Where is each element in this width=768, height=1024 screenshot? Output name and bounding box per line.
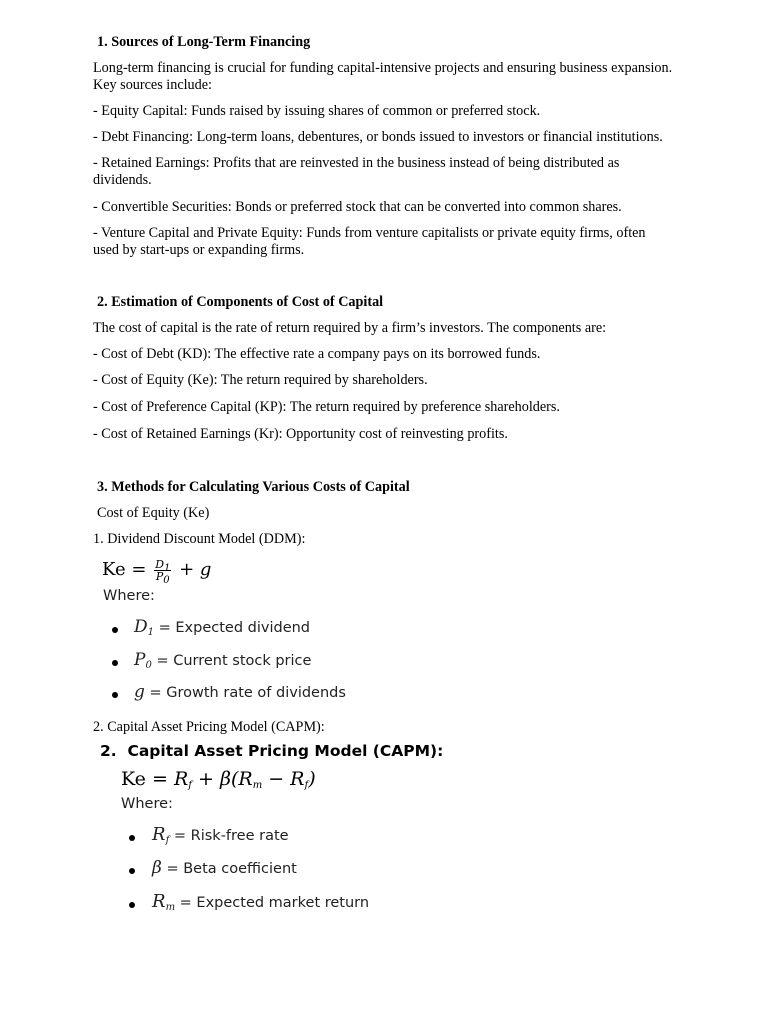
math-symbol: g <box>134 682 145 702</box>
definition-text: = Risk-free rate <box>173 828 289 844</box>
math-subscript: m <box>165 902 176 913</box>
ddm-formula-den-sub: 0 <box>163 574 170 586</box>
definition-text: = Current stock price <box>156 653 312 669</box>
section-2-heading: 2. Estimation of Components of Cost of Capital <box>97 294 384 310</box>
section-1-heading: 1. Sources of Long-Term Financing <box>97 34 311 50</box>
capm-formula-rf-sub: f <box>188 780 192 791</box>
definition-text: = Growth rate of dividends <box>149 685 346 701</box>
ddm-definition-item <box>134 619 310 637</box>
capm-definition-item <box>152 893 369 912</box>
section-1-item: - Retained Earnings: Profits that are reinvested in the business instead of being distributed as dividends. <box>93 155 620 188</box>
capm-formula-beta-term: + β(R <box>198 768 253 790</box>
capm-definition-item <box>152 860 297 878</box>
capm-formula-minus-term: − R <box>268 768 305 790</box>
ddm-formula-eq: = <box>131 559 147 580</box>
ddm-definition-item <box>134 684 346 702</box>
ddm-formula-num-sub: 1 <box>164 562 171 574</box>
capm-formula-rm-sub: m <box>252 780 263 791</box>
section-3-heading: 3. Methods for Calculating Various Costs of Capital <box>97 479 410 495</box>
capm-title: 2. Capital Asset Pricing Model (CAPM): <box>93 719 325 735</box>
capm-formula-close: ) <box>308 768 316 790</box>
definition-text: = Expected market return <box>179 895 370 911</box>
capm-formula-rf: R <box>173 768 189 790</box>
section-1-item: - Convertible Securities: Bonds or preferred stock that can be converted into common shares. <box>93 199 622 215</box>
ddm-title: 1. Dividend Discount Model (DDM): <box>93 531 306 547</box>
math-subscript: 0 <box>145 660 152 671</box>
capm-formula-eq: = <box>151 768 168 790</box>
capm-formula-lhs: Ke <box>121 768 146 790</box>
section-2-item: - Cost of Retained Earnings (Kr): Opportunity cost of reinvesting profits. <box>93 426 508 442</box>
section-2-item: - Cost of Equity (Ke): The return required by shareholders. <box>93 372 428 388</box>
math-symbol: D <box>134 617 148 637</box>
section-2-intro: The cost of capital is the rate of return required by a firm’s investors. The components are: <box>93 320 607 336</box>
capm-definition-item <box>152 826 289 845</box>
section-1-item: - Debt Financing: Long-term loans, debentures, or bonds issued to investors or financial institutions. <box>93 129 663 145</box>
bullet-dot <box>112 692 118 698</box>
math-subscript: f <box>165 835 170 846</box>
math-subscript: 1 <box>147 627 155 638</box>
bullet-dot <box>112 627 118 633</box>
capm-formula-f-sub: f <box>304 780 309 791</box>
bullet-dot <box>129 868 135 874</box>
ddm-definition-item <box>134 652 311 670</box>
capm-where-label: Where: <box>121 796 173 812</box>
capm-image-title: 2. Capital Asset Pricing Model (CAPM): <box>100 742 444 760</box>
section-1-item: - Equity Capital: Funds raised by issuing shares of common or preferred stock. <box>93 103 541 119</box>
section-2-item: - Cost of Preference Capital (KP): The return required by preference shareholders. <box>93 399 560 415</box>
math-symbol: R <box>152 891 166 912</box>
section-1-intro: Long-term financing is crucial for funding capital-intensive projects and ensuring business expansion. Key sources include: <box>93 60 673 93</box>
section-2-item: - Cost of Debt (KD): The effective rate a company pays on its borrowed funds. <box>93 346 541 362</box>
bullet-dot <box>112 660 118 666</box>
ddm-formula-den: P <box>155 569 164 583</box>
bullet-dot <box>129 835 135 841</box>
ddm-where-label: Where: <box>103 588 155 604</box>
section-1-item: - Venture Capital and Private Equity: Funds from venture capitalists or private equity firms, often used by start-ups or expanding firms. <box>93 225 646 258</box>
cost-of-equity-subheading: Cost of Equity (Ke) <box>97 505 210 521</box>
bullet-dot <box>129 902 135 908</box>
capm-formula <box>121 765 316 793</box>
ddm-formula-fraction <box>154 557 171 586</box>
math-symbol: β <box>152 858 162 878</box>
math-symbol: R <box>152 824 166 845</box>
ddm-formula-num: D <box>155 557 165 571</box>
definition-text: = Beta coefficient <box>166 861 297 877</box>
math-symbol: P <box>134 650 146 670</box>
definition-text: = Expected dividend <box>158 620 311 636</box>
ddm-formula-lhs: Ke <box>102 559 126 580</box>
ddm-formula-rest: + g <box>179 559 212 580</box>
ddm-formula <box>102 556 211 584</box>
